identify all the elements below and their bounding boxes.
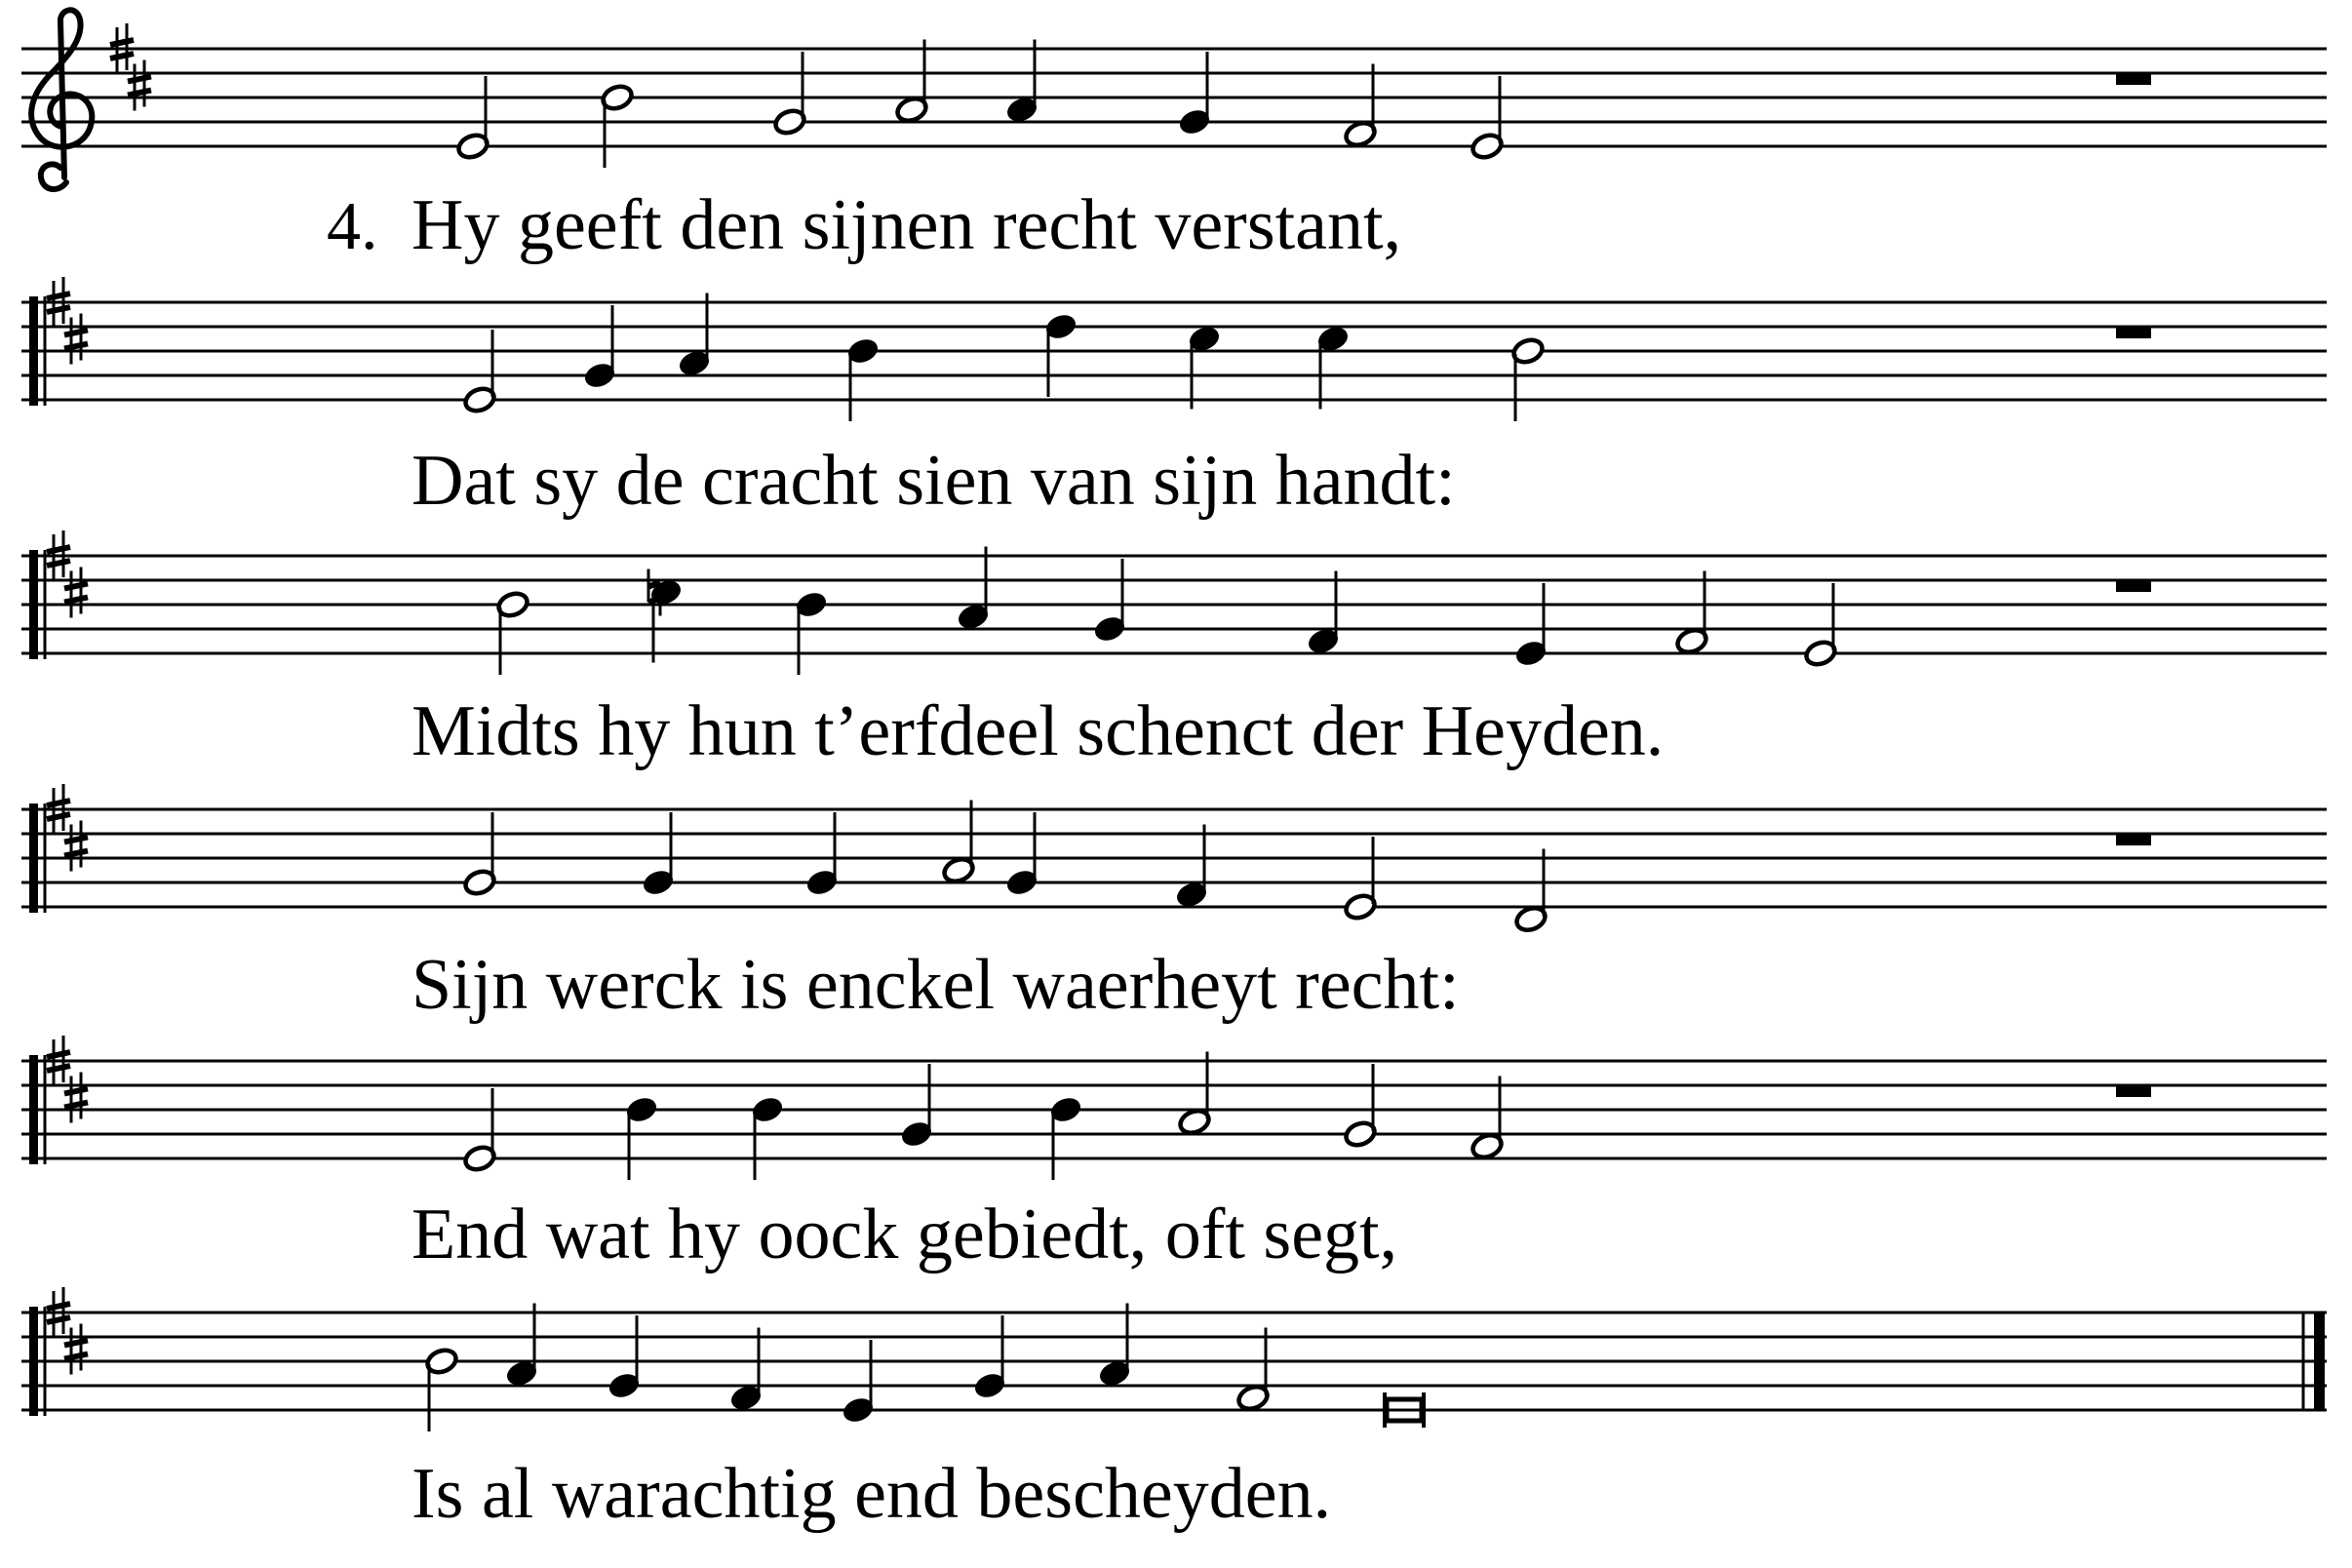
sharp-sign <box>64 314 88 365</box>
note <box>462 812 497 897</box>
note <box>641 812 676 897</box>
note <box>600 83 635 168</box>
half-rest <box>2116 580 2151 592</box>
lyric-line-6: Is al warachtig end bescheyden. <box>412 1454 1332 1534</box>
half-rest <box>2116 834 2151 845</box>
note <box>1043 312 1078 397</box>
staff-system <box>21 10 2327 189</box>
note <box>1674 571 1709 656</box>
lyric-line-2: Dat sy de cracht sien van sijn handt: <box>412 441 1456 521</box>
note <box>1174 825 1209 910</box>
sharp-sign <box>128 60 151 111</box>
note <box>1343 64 1378 149</box>
verse-number: 4. <box>327 189 378 264</box>
staff-system <box>21 530 2327 675</box>
lyric-line-3: Midts hy hun t’erfdeel schenct der Heyden. <box>412 691 1665 771</box>
sharp-sign <box>64 568 88 618</box>
note <box>794 590 829 675</box>
note <box>894 40 929 125</box>
note <box>1510 336 1546 421</box>
note <box>1470 76 1505 161</box>
barline-thick <box>2314 1313 2325 1410</box>
lyric-line-5: End wat hy oock gebiedt, oft segt, <box>412 1195 1398 1274</box>
half-rest <box>2116 327 2151 338</box>
note <box>1235 1328 1271 1413</box>
treble-clef <box>31 10 92 189</box>
note <box>1004 40 1039 125</box>
note <box>1513 849 1548 934</box>
note <box>1092 559 1127 644</box>
note <box>804 812 840 897</box>
note <box>624 1095 659 1180</box>
note <box>1470 1077 1505 1161</box>
note <box>582 305 617 390</box>
note <box>495 590 530 675</box>
note <box>728 1328 764 1413</box>
staff-system <box>21 1287 2327 1431</box>
note <box>607 1315 642 1400</box>
sharp-sign <box>64 821 88 872</box>
lyric-line-4: Sijn werck is enckel waerheyt recht: <box>412 945 1460 1025</box>
note <box>1343 1064 1378 1149</box>
note <box>1306 571 1341 656</box>
note <box>972 1315 1007 1400</box>
note <box>424 1347 459 1431</box>
staff-system <box>21 784 2327 934</box>
note <box>750 1095 785 1180</box>
note <box>899 1064 934 1149</box>
note <box>1004 812 1039 897</box>
note <box>455 76 490 161</box>
note <box>941 801 976 885</box>
lyric-line-1: Hy geeft den sijnen recht verstant, <box>412 185 1402 265</box>
half-rest <box>2116 73 2151 85</box>
sharp-sign <box>64 1073 88 1123</box>
note <box>845 336 881 421</box>
note <box>1177 52 1212 137</box>
note <box>1803 583 1838 668</box>
note <box>1315 324 1351 409</box>
note <box>1513 583 1548 668</box>
note <box>1177 1052 1212 1137</box>
note <box>1097 1304 1132 1389</box>
note <box>772 52 807 137</box>
note <box>841 1340 876 1425</box>
note <box>1343 837 1378 921</box>
note <box>677 294 712 378</box>
note <box>1187 324 1222 409</box>
note <box>956 547 991 632</box>
note <box>462 1088 497 1173</box>
staff-system <box>21 1036 2327 1180</box>
staff-system <box>21 277 2327 421</box>
note <box>504 1304 539 1389</box>
note <box>1048 1095 1083 1180</box>
note <box>648 577 684 662</box>
note <box>462 330 497 414</box>
sharp-sign <box>64 1324 88 1375</box>
half-rest <box>2116 1085 2151 1097</box>
